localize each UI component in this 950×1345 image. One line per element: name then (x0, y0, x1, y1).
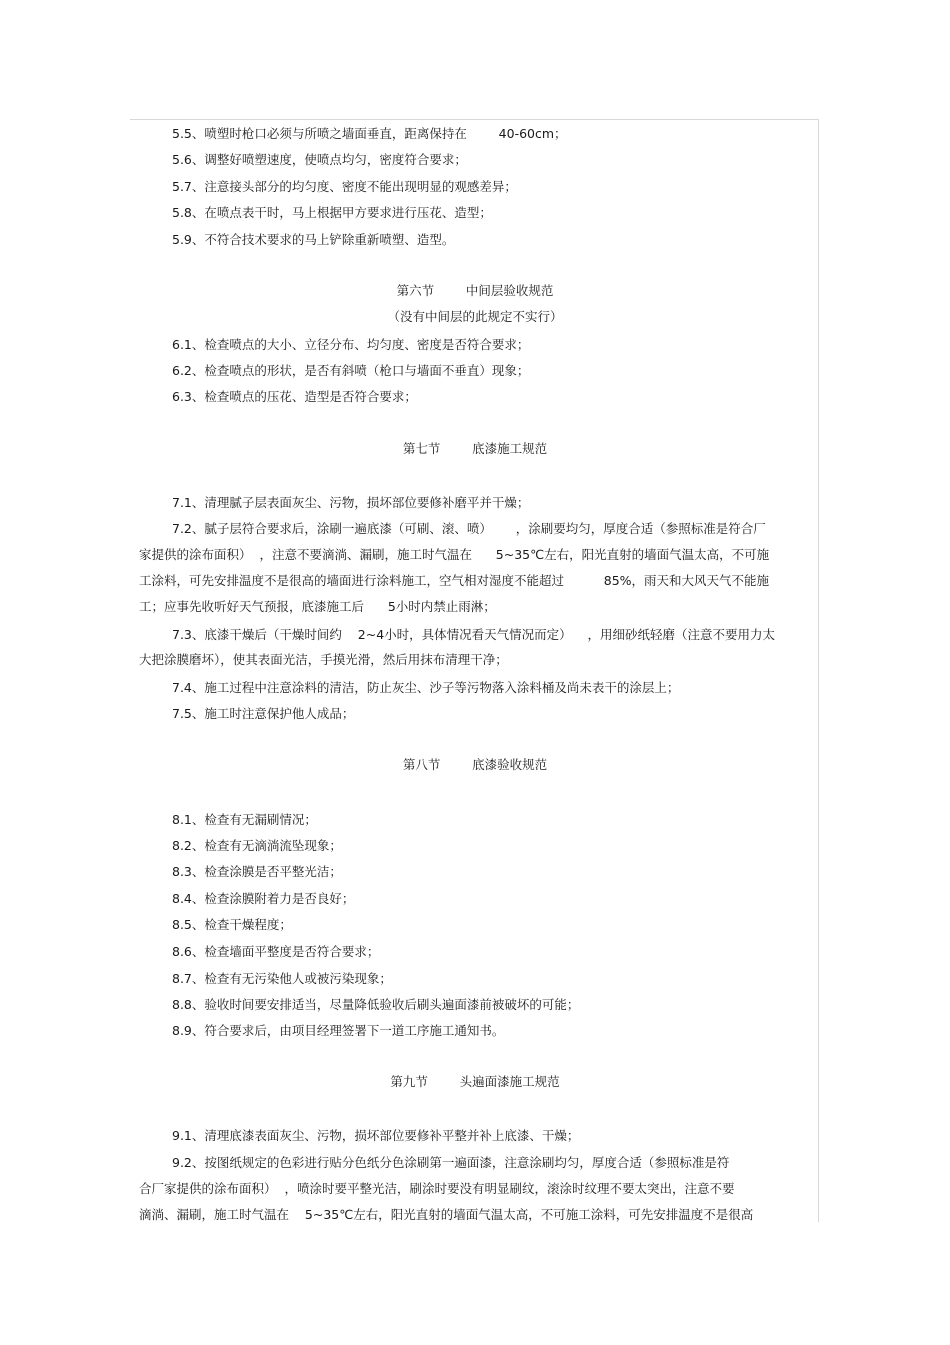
clause-8-7: 8.7、检查有无污染他人或被污染现象； (172, 971, 392, 986)
clause-6-1: 6.1、检查喷点的大小、立径分布、均匀度、密度是否符合要求； (172, 337, 530, 352)
clause-9-2-line2: 合厂家提供的涂布面积） ，喷涂时要平整光洁，刷涂时要没有明显刷纹，滚涂时纹理不要太突出，注意不要 (139, 1181, 735, 1196)
clause-5-5: 5.5、喷塑时枪口必须与所喷之墙面垂直，距离保持在 40-60cm； (172, 126, 567, 141)
clause-9-2-line3: 滴淌、漏刷，施工时气温在 5~35℃左右，阳光直射的墙面气温太高，不可施工涂料，可先安排温度不是很高 (139, 1207, 754, 1222)
clause-7-2-line1: 7.2、腻子层符合要求后，涂刷一遍底漆（可刷、滚、喷） ，涂刷要均匀，厚度合适（参照标准是符合厂 (172, 521, 766, 536)
section-9-heading: 第九节 头遍面漆施工规范 (390, 1074, 560, 1089)
clause-5-8: 5.8、在喷点表干时，马上根据甲方要求进行压花、造型； (172, 205, 492, 220)
clause-6-3: 6.3、检查喷点的压花、造型是否符合要求； (172, 389, 417, 404)
clause-8-9: 8.9、符合要求后，由项目经理签署下一道工序施工通知书。 (172, 1023, 505, 1038)
clause-9-2-line1: 9.2、按图纸规定的色彩进行贴分色纸分色涂刷第一遍面漆，注意涂刷均匀，厚度合适（参照标准是符 (172, 1155, 730, 1170)
clause-7-5: 7.5、施工时注意保护他人成品； (172, 706, 355, 721)
clause-8-3: 8.3、检查涂膜是否平整光洁； (172, 864, 342, 879)
section-6-heading: 第六节 中间层验收规范 (396, 283, 554, 298)
section-6-note: （没有中间层的此规定不实行） (387, 309, 563, 324)
clause-8-2: 8.2、检查有无滴淌流坠现象； (172, 838, 342, 853)
clause-8-6: 8.6、检查墙面平整度是否符合要求； (172, 944, 380, 959)
clause-5-7: 5.7、注意接头部分的均匀度、密度不能出现明显的观感差异； (172, 179, 517, 194)
clause-8-1: 8.1、检查有无漏刷情况； (172, 812, 317, 827)
section-8-heading: 第八节 底漆验收规范 (402, 757, 548, 772)
clause-5-9: 5.9、不符合技术要求的马上铲除重新喷塑、造型。 (172, 232, 455, 247)
clause-8-4: 8.4、检查涂膜附着力是否良好； (172, 891, 355, 906)
clause-8-8: 8.8、验收时间要安排适当，尽量降低验收后刷头遍面漆前被破坏的可能； (172, 997, 580, 1012)
clause-7-4: 7.4、施工过程中注意涂料的清洁，防止灰尘、沙子等污物落入涂料桶及尚未表干的涂层上； (172, 680, 680, 695)
clause-7-1: 7.1、清理腻子层表面灰尘、污物，损坏部位要修补磨平并干燥； (172, 495, 530, 510)
clause-9-1: 9.1、清理底漆表面灰尘、污物，损坏部位要修补平整并补上底漆、干燥； (172, 1128, 580, 1143)
clause-7-2-line3: 工涂料，可先安排温度不是很高的墙面进行涂料施工，空气相对湿度不能超过 85%，雨天和大风天气不能施 (139, 573, 770, 588)
clause-7-2-line2: 家提供的涂布面积） ，注意不要滴淌、漏刷，施工时气温在 5~35℃左右，阳光直射的墙面气温太高，不可施 (139, 547, 770, 562)
page-frame-top (130, 119, 818, 120)
clause-6-2: 6.2、检查喷点的形状，是否有斜喷（枪口与墙面不垂直）现象； (172, 363, 530, 378)
clause-7-2-line4: 工；应事先收听好天气预报，底漆施工后 5小时内禁止雨淋； (139, 599, 496, 614)
clause-8-5: 8.5、检查干燥程度； (172, 917, 292, 932)
section-7-heading: 第七节 底漆施工规范 (402, 441, 548, 456)
clause-5-6: 5.6、调整好喷塑速度，使喷点均匀，密度符合要求； (172, 152, 467, 167)
clause-7-3-line2: 大把涂膜磨坏），使其表面光洁，手摸光滑，然后用抹布清理干净； (139, 652, 508, 667)
clause-7-3-line1: 7.3、底漆干燥后（干燥时间约 2~4小时，具体情况看天气情况而定） ，用细砂纸轻磨（注意不要用力太 (172, 627, 776, 642)
